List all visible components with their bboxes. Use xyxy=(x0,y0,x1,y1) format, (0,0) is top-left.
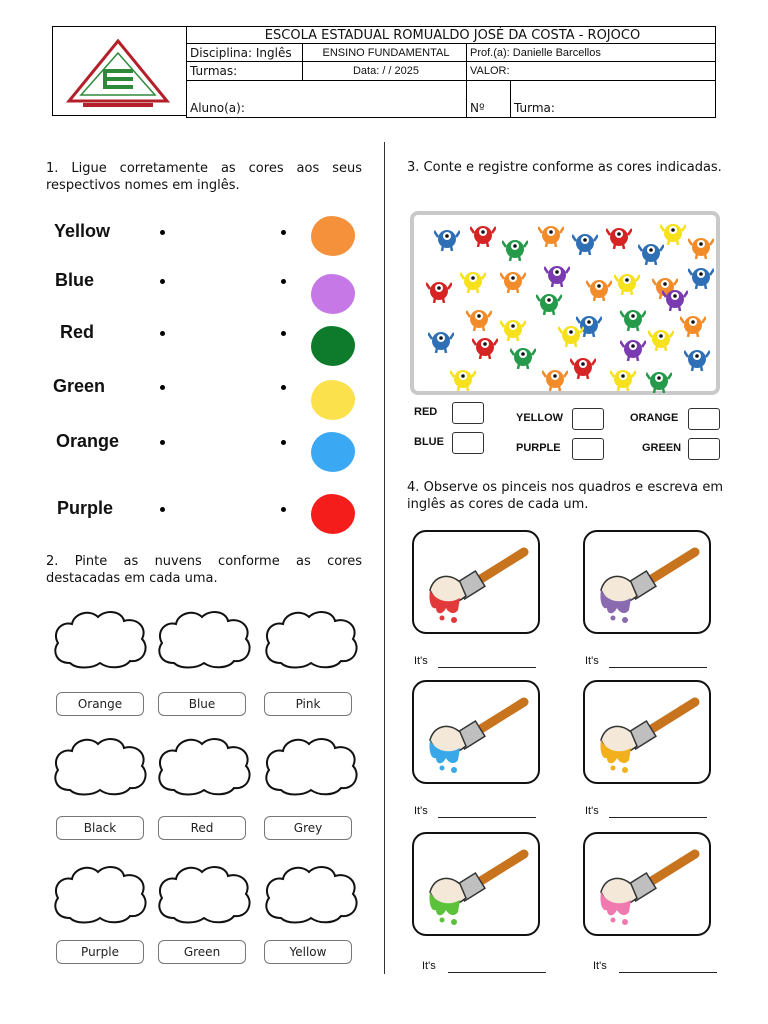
brush-frame xyxy=(583,832,711,936)
monster-icon xyxy=(586,275,612,305)
paintbrush-icon xyxy=(585,682,709,782)
color-label: Yellow xyxy=(264,940,352,964)
q4-instruction: 4. Observe os pinceis nos quadros e escreva em inglês as cores de cada um. xyxy=(407,480,723,512)
monster-icon xyxy=(434,225,460,255)
paintbrush-icon xyxy=(585,834,709,934)
monster-icon xyxy=(500,267,526,297)
monster-icon xyxy=(660,219,686,249)
its-prefix: It's xyxy=(414,655,428,667)
date-field: Data: / / 2025 xyxy=(303,62,467,80)
color-label: Blue xyxy=(158,692,246,716)
monster-icon xyxy=(502,235,528,265)
school-logo-cell xyxy=(52,26,186,116)
count-answer-box[interactable] xyxy=(452,402,484,424)
classes-field: Turmas: xyxy=(187,62,303,80)
count-label: YELLOW xyxy=(516,412,564,424)
match-dot-right xyxy=(281,331,286,336)
monster-icon xyxy=(646,367,672,397)
count-answer-box[interactable] xyxy=(572,438,604,460)
monster-icon xyxy=(606,223,632,253)
color-name: Green xyxy=(53,376,106,396)
cloud-outline xyxy=(261,862,361,930)
paint-blob xyxy=(311,380,355,420)
count-answer-box[interactable] xyxy=(688,438,720,460)
brush-frame xyxy=(412,832,540,936)
q2-instruction: 2. Pinte as nuvens conforme as cores destacadas em cada uma. xyxy=(46,554,362,586)
color-label: Red xyxy=(158,816,246,840)
brush-frame xyxy=(583,530,711,634)
monsters-panel xyxy=(410,211,720,395)
cloud-outline xyxy=(154,607,254,675)
color-label: Green xyxy=(158,940,246,964)
monster-icon xyxy=(614,269,640,299)
monster-icon xyxy=(500,315,526,345)
worksheet-header xyxy=(52,26,716,118)
school-name: ESCOLA ESTADUAL ROMUALDO JOSÉ DA COSTA - ROJOCO xyxy=(264,27,641,43)
its-prefix: It's xyxy=(593,960,607,972)
match-dot-left xyxy=(160,507,165,512)
match-dot-right xyxy=(281,440,286,445)
color-name: Yellow xyxy=(54,221,111,241)
cloud-outline xyxy=(50,607,150,675)
monster-icon xyxy=(610,365,636,395)
monster-icon xyxy=(460,267,486,297)
monster-icon xyxy=(558,321,584,351)
q1-instruction: 1. Ligue corretamente as cores aos seus respectivos nomes em inglês. xyxy=(46,161,362,193)
match-dot-left xyxy=(160,279,165,284)
count-label: ORANGE xyxy=(630,412,679,424)
monster-icon xyxy=(648,325,674,355)
cloud-outline xyxy=(154,734,254,802)
level-field: ENSINO FUNDAMENTAL xyxy=(303,44,467,61)
paintbrush-icon xyxy=(414,682,538,782)
cloud-outline xyxy=(50,734,150,802)
monster-icon xyxy=(688,263,714,293)
color-label: Pink xyxy=(264,692,352,716)
answer-line[interactable] xyxy=(438,667,536,668)
match-dot-right xyxy=(281,279,286,284)
column-divider xyxy=(384,142,385,974)
teacher-field: Prof.(a): Danielle Barcellos xyxy=(470,46,601,59)
color-name: Purple xyxy=(57,498,114,518)
match-dot-right xyxy=(281,385,286,390)
match-dot-left xyxy=(160,230,165,235)
brush-frame xyxy=(583,680,711,784)
brush-frame xyxy=(412,680,540,784)
match-dot-left xyxy=(160,331,165,336)
value-field: VALOR: xyxy=(470,65,510,77)
color-name: Blue xyxy=(55,270,95,290)
paintbrush-icon xyxy=(414,834,538,934)
color-label: Black xyxy=(56,816,144,840)
class-field: Turma: xyxy=(514,101,555,115)
paint-blob xyxy=(311,494,355,534)
monster-icon xyxy=(428,327,454,357)
discipline-field: Disciplina: Inglês xyxy=(187,44,303,61)
count-answer-box[interactable] xyxy=(572,408,604,430)
answer-line[interactable] xyxy=(448,972,546,973)
header-table xyxy=(186,26,716,118)
match-dot-right xyxy=(281,230,286,235)
monster-icon xyxy=(620,335,646,365)
paintbrush-icon xyxy=(585,532,709,632)
match-dot-left xyxy=(160,440,165,445)
answer-line[interactable] xyxy=(619,972,717,973)
its-prefix: It's xyxy=(585,805,599,817)
monster-icon xyxy=(542,365,568,395)
count-label: RED xyxy=(414,406,438,418)
count-answer-box[interactable] xyxy=(452,432,484,454)
monster-icon xyxy=(536,289,562,319)
count-label: BLUE xyxy=(414,436,444,448)
monster-icon xyxy=(538,221,564,251)
monster-icon xyxy=(684,345,710,375)
monster-icon xyxy=(680,311,706,341)
monster-icon xyxy=(570,353,596,383)
its-prefix: It's xyxy=(585,655,599,667)
cloud-outline xyxy=(261,734,361,802)
monster-icon xyxy=(472,333,498,363)
color-label: Grey xyxy=(264,816,352,840)
color-name: Orange xyxy=(56,431,120,451)
monster-icon xyxy=(426,277,452,307)
count-answer-box[interactable] xyxy=(688,408,720,430)
monster-icon xyxy=(470,221,496,251)
count-label: GREEN xyxy=(642,442,682,454)
monster-icon xyxy=(450,365,476,395)
its-prefix: It's xyxy=(414,805,428,817)
color-name: Red xyxy=(60,322,95,342)
brush-frame xyxy=(412,530,540,634)
paint-blob xyxy=(311,274,355,314)
match-dot-right xyxy=(281,507,286,512)
count-label: PURPLE xyxy=(516,442,561,454)
school-logo-icon xyxy=(63,37,173,109)
cloud-outline xyxy=(154,862,254,930)
answer-line[interactable] xyxy=(438,817,536,818)
number-field: Nº xyxy=(467,81,511,117)
monster-icon xyxy=(620,305,646,335)
cloud-outline xyxy=(50,862,150,930)
paint-blob xyxy=(311,326,355,366)
q3-instruction: 3. Conte e registre conforme as cores indicadas. xyxy=(407,160,722,175)
cloud-outline xyxy=(261,607,361,675)
monster-icon xyxy=(688,233,714,263)
monster-icon xyxy=(510,343,536,373)
color-label: Orange xyxy=(56,692,144,716)
paint-blob xyxy=(311,216,355,256)
monster-icon xyxy=(466,305,492,335)
its-prefix: It's xyxy=(422,960,436,972)
answer-line[interactable] xyxy=(609,667,707,668)
student-field: Aluno(a): xyxy=(187,81,467,117)
monster-icon xyxy=(544,261,570,291)
match-dot-left xyxy=(160,385,165,390)
paintbrush-icon xyxy=(414,532,538,632)
monster-icon xyxy=(572,229,598,259)
color-label: Purple xyxy=(56,940,144,964)
paint-blob xyxy=(311,432,355,472)
answer-line[interactable] xyxy=(609,817,707,818)
